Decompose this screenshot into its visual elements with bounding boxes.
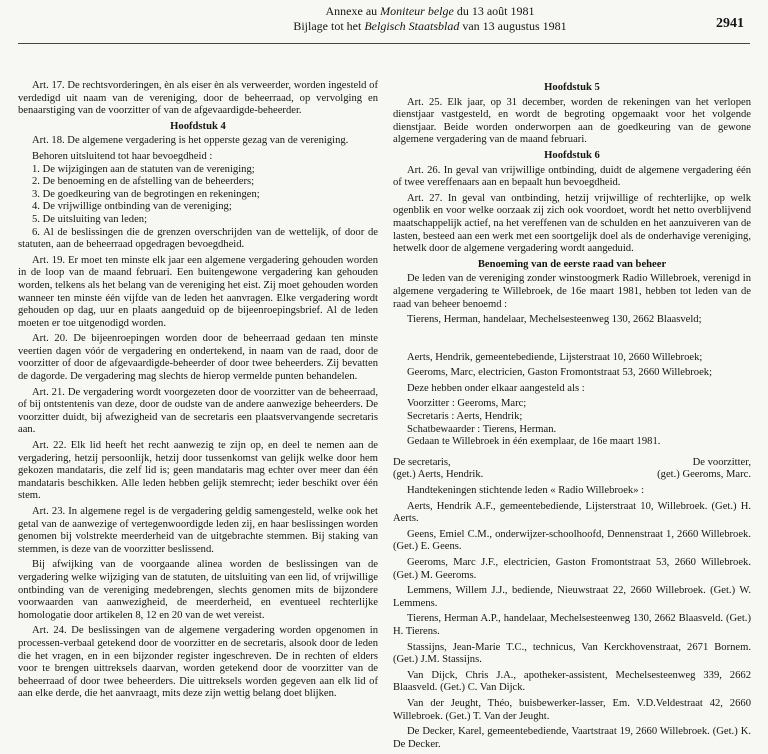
board-member: Aerts, Hendrik, gemeentebediende, Lijsterstraat 10, 2660 Willebroek; [407, 351, 703, 363]
board-member: Tierens, Herman, handelaar, Mechelsesteenweg 130, 2662 Blaasveld; [407, 314, 702, 326]
header-line1-post: du 13 août 1981 [453, 4, 535, 18]
roles-intro: Deze hebben onder elkaar aangesteld als : [407, 382, 585, 394]
page-number: 2941 [716, 16, 744, 31]
founder-signature: Tierens, Herman A.P., handelaar, Mechelsesteenweg 130, 2662 Blaasveld. (Get.) H. Tierens. [393, 613, 751, 637]
signature-gap [393, 330, 751, 352]
article-18-item: 3. De goedkeuring van de begrotingen en rekeningen; [32, 188, 260, 200]
article-21: Art. 21. De vergadering wordt voorgezeten door de voorzitter van de beheerraad, of bij ontstentenis van deze, door de oudste van de andere aanwezige beheerders. De voorzitter duidt, bij afwezigheid van de secretaris een plaatsvervangende secretaris aan. [18, 386, 378, 436]
page-header [0, 4, 768, 46]
header-line2-italic: Belgisch Staatsblad [364, 19, 460, 33]
chapter-6-heading: Hoofdstuk 6 [544, 149, 600, 161]
header-lines [220, 4, 640, 34]
founder-signature: Stassijns, Jean-Marie T.C., technicus, Van Kerckhovenstraat, 2671 Bornem. (Get.) J.M. Stassijns. [393, 641, 751, 666]
founder-signature: Van Dijck, Chris J.A., apotheker-assistent, Mechelsesteenweg 339, 2662 Blaasveld. (Get.) C. Van Dijck. [393, 669, 751, 694]
header-line2-pre: Bijlage tot het [293, 19, 365, 33]
article-18-item: 5. De uitsluiting van leden; [32, 213, 148, 225]
founder-signature: Geens, Emiel C.M., onderwijzer-schoolhoofd, Dennenstraat 1, 2660 Willebroek. (Get.) E. Geens. [393, 528, 751, 553]
article-23-paragraph-2: Bij afwijking van de voorgaande alinea worden de beslissingen van de vergadering welke wijziging van de statuten, de uitsluiting van een lid, of vrijwillige ontbinding van de vereniging medebrengen, slechts genomen mits de bijzondere voorwaarden van aanwezigheid, de meerderheid, en eventueel rechterlijke homologatie door artikelen 8, 12 en 20 van de wet vereist. [18, 559, 378, 621]
founder-signature: De Decker, Karel, gemeentebediende, Vaartstraat 19, 2660 Willebroek. (Get.) K. De Decker. [393, 726, 751, 750]
board-appointment-heading: Benoeming van de eerste raad van beheer [477, 258, 667, 270]
article-22: Art. 22. Elk lid heeft het recht aanwezig te zijn op, en deel te nemen aan de vergadering, hetzij persoonlijk, hetzij door tussenkomst van gelijk welke door hem gekozen mandataris, die zelf lid is; geen mandataris mag echter over meer dan één mandataris beschikken. Alle leden hebben gelijk stemrecht; ieder beschikt over één stem. [18, 440, 378, 502]
article-18-intro: Behoren uitsluitend tot haar bevoegdheid : [32, 150, 213, 162]
header-line-2 [220, 19, 640, 34]
role-line: Schatbewaarder : Tierens, Herman. [407, 423, 557, 435]
header-line1-italic: Moniteur belge [380, 4, 454, 18]
article-25: Art. 25. Elk jaar, op 31 december, worden de rekeningen van het verlopen dienstjaar vastgesteld, en wordt de begroting opgemaakt voor het volgende dienstjaar. Beide worden onderworpen aan de goedkeuring van de gewone algemene vergadering van de maand februari. [393, 96, 751, 146]
founder-signature: Van der Jeught, Théo, buisbewerker-lasser, Em. V.D.Veldestraat 42, 2660 Willebroek. (Get.) T. Van der Jeught. [393, 697, 751, 722]
board-appointment-text: De leden van de vereniging zonder winstoogmerk Radio Willebroek, verenigd in algemene vergadering te Willebroek, de 16e maart 1981, hebben tot leden van de raad van beheer benoemd : [393, 273, 751, 310]
chapter-5-heading: Hoofdstuk 5 [544, 82, 600, 93]
article-18-item: 2. De benoeming en de afstelling van de beheerders; [32, 176, 255, 188]
article-18-item: 1. De wijzigingen aan de statuten van de vereniging; [32, 163, 255, 175]
article-19: Art. 19. Er moet ten minste elk jaar een algemene vergadering gehouden worden in de loop van de maand februari. Een buitengewone vergadering kan gehouden worden, telkens als het belang van de vereniging het eist. Zij moet gehouden worden wanneer ten minste één vijfde van de leden het aanvragen. Elke vergadering wordt gehouden op dag, uur en plaats aangeduid op de bijeenroepingsbrief. Al de leden moeten er toe uitgenodigd worden. [18, 254, 378, 329]
article-20: Art. 20. De bijeenroepingen worden door de beheerraad gedaan ten minste veertien dagen vóór de vergadering en ondertekend, in naam van de raad, door de voorzitter of door de afgevaardigde-beheerder of door twee beheerders. Zij bevatten de dagorde. De vergadering mag slechts de hierop vermelde punten behandelen. [18, 333, 378, 383]
article-17: Art. 17. De rechtsvorderingen, èn als eiser èn als verweerder, worden ingesteld of verdedigd uit naam van de vereniging, door de beheerraad, op vervolging en benaarstiging van de voorzitter of van de afgevaardigde-beheerder. [18, 80, 378, 117]
left-column [18, 80, 378, 704]
role-line: Voorzitter : Geeroms, Marc; [407, 398, 527, 410]
secretary-title: De secretaris, [393, 456, 451, 468]
board-member: Geeroms, Marc, electricien, Gaston Fromontstraat 53, 2660 Willebroek; [407, 367, 713, 379]
chairman-signature: (get.) Geeroms, Marc. [657, 469, 751, 481]
chapter-4-heading: Hoofdstuk 4 [170, 120, 226, 132]
signed-at: Gedaan te Willebroek in één exemplaar, de 16e maart 1981. [407, 436, 661, 448]
article-18-item-6: 6. Al de beslissingen die de grenzen overschrijden van de wettelijk, of door de statuten, aan de beheerraad opgedragen bevoegdheid. [18, 226, 378, 251]
founder-signature: Aerts, Hendrik A.F., gemeentebediende, Lijsterstraat 10, Willebroek. (Get.) H. Aerts. [393, 500, 751, 525]
founder-signature: Geeroms, Marc J.F., electricien, Gaston Fromontstraat 53, 2660 Willebroek. (Get.) M. Geeroms. [393, 557, 751, 581]
article-23: Art. 23. In algemene regel is de vergadering geldig samengesteld, welke ook het getal van de aanwezige of vertegenwoordigde leden zij, en haar beslissingen worden genomen bij volstrekte meerderheid van de uitgebrachte stemmen. Bij staking van stemmen, is deze van de voorzitter beslissend. [18, 506, 378, 555]
article-24: Art. 24. De beslissingen van de algemene vergadering worden opgenomen in processen-verbaal getekend door de voorzitter en de secretaris, alsook door de leden die het vragen, en in een bijzonder register ingeschreven. De in rechten of elders voor te brengen uittreksels daarvan, worden getekend door de voorzitter van de beheerraad of door twee beheerders. Die uittreksels worden gegeven aan elk lid of aan elke derde, die het aanvraagt, mits deze zijn wettig belang doet blijken. [18, 625, 378, 700]
header-rule [18, 43, 750, 44]
signature-names [393, 469, 751, 482]
header-line2-post: van 13 augustus 1981 [459, 19, 567, 33]
header-line1-pre: Annexe au [325, 4, 381, 18]
chairman-title: De voorzitter, [692, 456, 751, 468]
secretary-signature: (get.) Aerts, Hendrik. [393, 469, 484, 481]
article-18: Art. 18. De algemene vergadering is het opperste gezag van de vereniging. [32, 135, 349, 147]
founder-signature: Lemmens, Willem J.J., bediende, Nieuwstraat 22, 2660 Willebroek. (Get.) W. Lemmens. [393, 585, 751, 609]
header-line-1 [220, 4, 640, 19]
role-line: Secretaris : Aerts, Hendrik; [407, 411, 523, 423]
signature-titles [393, 457, 751, 470]
right-column [393, 80, 751, 754]
founders-heading: Handtekeningen stichtende leden « Radio Willebroek» : [407, 485, 645, 497]
article-18-item: 4. De vrijwillige ontbinding van de vereniging; [32, 201, 232, 213]
article-26: Art. 26. In geval van vrijwillige ontbinding, duidt de algemene vergadering één of twee vereffenaars aan en bepaalt hun bevoegdheid. [393, 164, 751, 189]
article-27: Art. 27. In geval van ontbinding, hetzij vrijwillige of rechterlijke, op welk ogenblik en voor welke oorzaak zij zich ook voordoet, wordt het netto overblijvend maatschappelijk actief, na het vereffenen van de schulden en het aanzuiveren van de lasten, besteed aan een werk met een soortgelijk doel als de onderhavige vereniging, hetwelk door de algemene vergadering wordt aangeduid. [393, 192, 751, 255]
